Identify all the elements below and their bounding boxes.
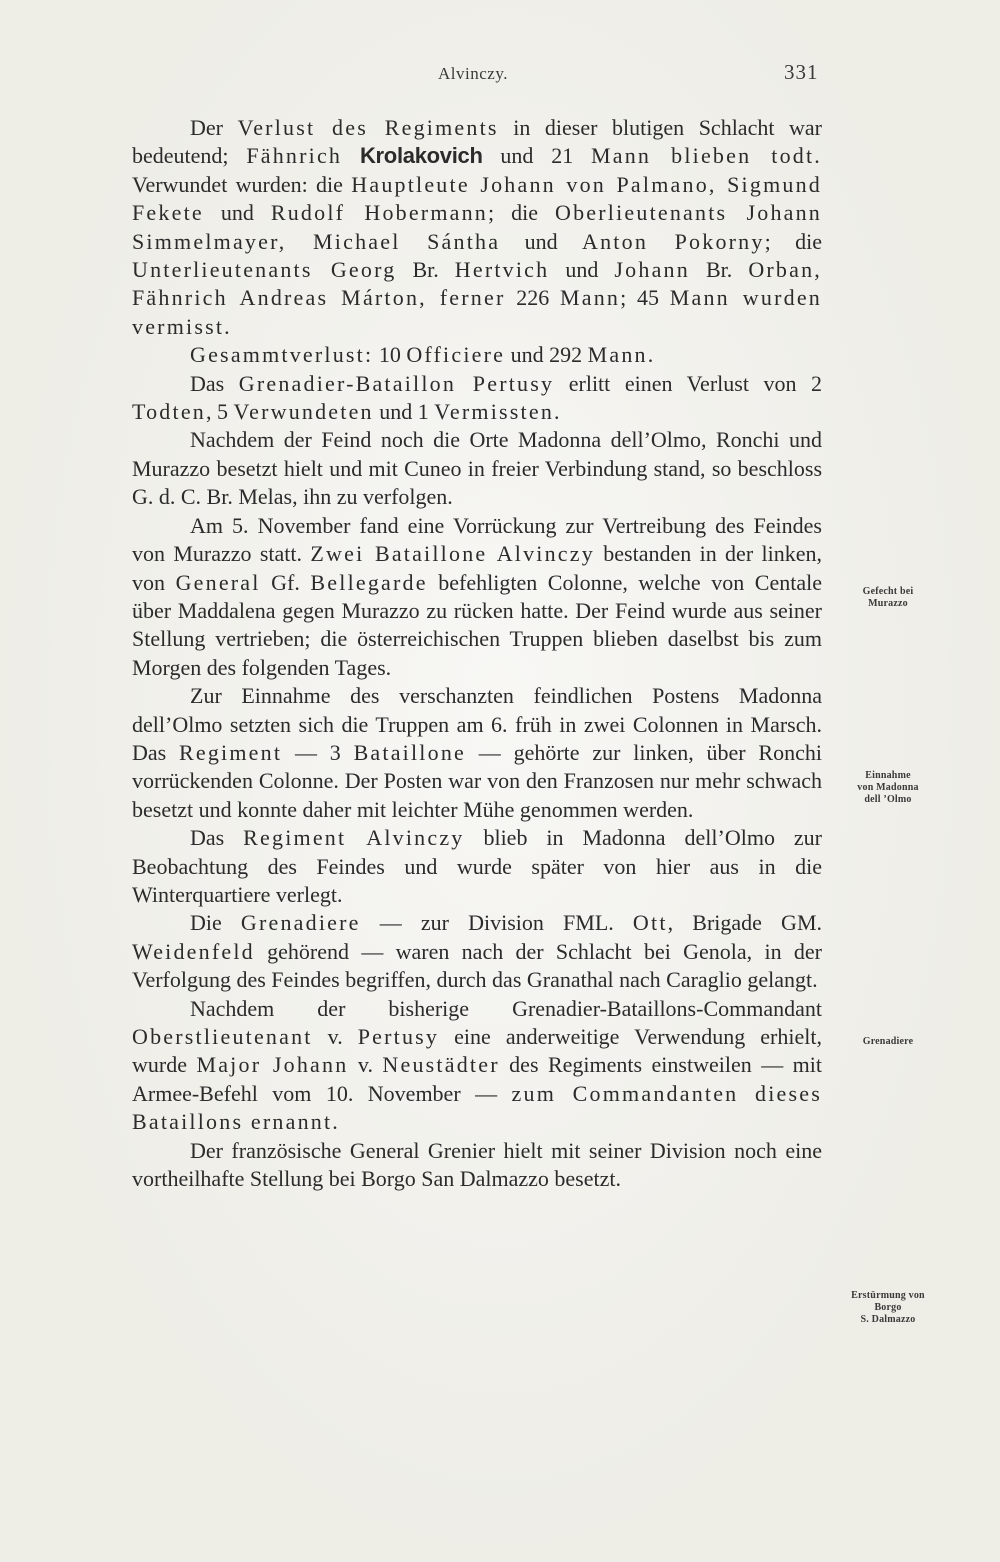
text-segment: gehörend — waren nach der Schlacht bei Genola, in der Verfolgung des Feindes begriffen, durch das Granathal nach Caraglio gelangt. xyxy=(132,938,822,993)
text-segment: des Regiments einstweilen — mit Armee-Befehl vom 10. November — xyxy=(132,1052,822,1106)
margin-note-line: dell ’Olmo xyxy=(864,794,912,805)
text-segment-spaced: Zwei Bataillone Alvinczy xyxy=(310,541,595,567)
text-segment: Br. xyxy=(689,257,749,283)
text-segment-spaced: Regiment xyxy=(179,739,283,765)
text-segment: 10 xyxy=(373,342,407,368)
text-segment: — 3 xyxy=(282,739,354,765)
text-segment: — gehörte zur linken, über Ronchi vorrückenden Colonne. Der Posten war von den Franzosen nur mehr schwach besetzt und konnte daher mit leichter Mühe genommen werden. xyxy=(132,739,822,822)
text-segment: Der xyxy=(190,115,238,140)
text-segment: Verwundet wurden: die xyxy=(132,171,352,197)
text-segment-spaced: Mann wurden vermisst. xyxy=(132,285,822,339)
text-segment-spaced: Oberlieutenants Johann Simmelmayer, Michael Sántha xyxy=(132,200,823,254)
text-segment: und xyxy=(203,200,271,226)
text-segment: und 292 xyxy=(505,342,588,368)
text-segment: 226 xyxy=(505,285,560,311)
margin-note-line: Einnahme xyxy=(865,770,911,781)
text-segment-spaced: Weidenfeld xyxy=(132,938,255,964)
text-segment-spaced: Todten xyxy=(132,399,206,425)
text-segment-spaced: Anton Pokorny xyxy=(582,228,765,254)
text-segment: erlitt einen Verlust von 2 xyxy=(554,370,823,396)
text-segment: , 5 xyxy=(205,399,234,425)
text-segment-spaced: Mann xyxy=(559,285,621,311)
text-segment-spaced: Ott xyxy=(632,910,668,936)
text-segment-spaced: Bellegarde xyxy=(310,569,428,595)
text-segment-spaced: Grenadiere xyxy=(240,910,361,936)
text-segment: und 21 xyxy=(482,143,591,169)
margin-note-line: Erstürmung von xyxy=(851,1290,925,1301)
text-segment-spaced: Fähnrich xyxy=(246,143,343,169)
text-segment: und xyxy=(549,257,615,283)
text-segment: und xyxy=(500,228,583,254)
body-text xyxy=(132,114,822,1193)
text-segment-spaced: Neustädter xyxy=(382,1052,500,1078)
margin-note-line: Murazzo xyxy=(868,598,908,609)
text-segment-spaced: Officiere xyxy=(406,342,506,368)
paragraph-murazzo xyxy=(132,512,822,682)
page-number: 331 xyxy=(784,60,819,84)
text-segment: ; die xyxy=(488,200,555,226)
text-segment-spaced: Mann. xyxy=(587,342,656,368)
text-segment-spaced: Major Johann xyxy=(196,1052,349,1078)
text-segment: v. xyxy=(312,1024,358,1049)
text-segment-spaced: General xyxy=(175,569,261,595)
paragraph-winter-quarters xyxy=(132,824,822,909)
margin-note-murazzo xyxy=(834,586,942,610)
text-segment: ; die xyxy=(764,228,822,254)
text-segment: Das xyxy=(190,825,244,851)
text-segment-spaced: zum Commandanten dieses Bataillons ernannt. xyxy=(132,1080,822,1135)
text-segment: v. xyxy=(348,1052,383,1078)
text-segment: bestanden in der linken, von xyxy=(132,541,822,595)
text-segment-spaced: Regiment Alvinczy xyxy=(243,825,465,851)
text-segment-spaced: Orban, Fähnrich Andreas Márton, ferner xyxy=(132,257,822,311)
text-segment: blieb in Madonna dell’Olmo zur Beobachtung des Feindes und wurde später von hier aus in die Winterquartiere verlegt. xyxy=(132,825,822,907)
margin-note-madonna xyxy=(834,770,942,806)
margin-note-line: Gefecht bei xyxy=(862,586,914,597)
text-segment: Nachdem der bisherige Grenadier-Bataillons-Commandant xyxy=(190,995,822,1021)
margin-note-line: S. Dalmazzo xyxy=(860,1314,916,1325)
text-segment-spaced: Bataillone xyxy=(353,739,466,765)
text-segment: — zur Division FML. xyxy=(360,910,633,936)
paragraph-commandant xyxy=(132,995,822,1137)
paragraph-grenadiere xyxy=(132,909,822,994)
bold-name: Krolakovich xyxy=(359,143,483,169)
margin-note-line: von Madonna xyxy=(857,782,919,793)
text-segment-spaced: Johann xyxy=(614,257,690,283)
text-segment: Gf. xyxy=(260,569,311,595)
text-segment: befehligten Colonne, welche von Centale über Maddalena gegen Murazzo zu rücken hatte. Der Feind wurde aus seiner Stellung vertrieben; die österreichischen Truppen blieben daselbst bis zum Morgen des folgenden Tages. xyxy=(132,569,822,680)
text-segment: eine anderweitige Verwendung erhielt, wurde xyxy=(132,1024,822,1078)
margin-note-grenadiere xyxy=(834,1036,942,1048)
margin-note-line: Borgo xyxy=(874,1302,902,1313)
paragraph-total-losses xyxy=(132,341,822,369)
text-segment: Das xyxy=(190,370,239,396)
running-title: Alvinczy. xyxy=(438,64,508,83)
text-segment: Zur Einnahme des verschanzten feindlichen Postens Madonna dell’Olmo setzten sich die Truppen am 6. früh in zwei Colonnen in Marsch. Das xyxy=(132,683,822,765)
text-segment-spaced: Gesammtverlust: xyxy=(190,342,374,368)
text-segment-spaced: Hertvich xyxy=(454,257,550,283)
text-segment-spaced: Verwundeten xyxy=(233,399,374,425)
text-segment: Am 5. November fand eine Vorrückung zur Vertreibung des Feindes von Murazzo statt. xyxy=(132,512,822,567)
margin-note-borgo xyxy=(834,1290,942,1326)
paragraph-madonna xyxy=(132,682,822,824)
text-segment-spaced: Hauptleute Johann von Palmano, Sigmund Fekete xyxy=(132,171,822,226)
text-segment-spaced: Mann blieben todt. xyxy=(591,143,823,169)
paragraph-regiment-losses xyxy=(132,114,822,341)
text-segment-spaced: Verlust des Regiments xyxy=(237,115,499,140)
page-header xyxy=(0,60,1000,90)
text-segment-spaced: Unterlieutenants Georg xyxy=(132,257,397,283)
text-segment-spaced: Vermissten. xyxy=(434,399,562,425)
text-segment-spaced: Oberstlieutenant xyxy=(132,1024,313,1049)
paragraph-grenadier-losses xyxy=(132,370,822,427)
text-segment-spaced: Rudolf Hobermann xyxy=(270,200,489,226)
text-segment: , Brigade GM. xyxy=(667,910,823,936)
text-segment: in dieser blutigen Schlacht war bedeutend; xyxy=(132,115,822,169)
text-segment-spaced: Pertusy xyxy=(357,1024,440,1049)
text-segment: Br. xyxy=(396,257,455,283)
margin-note-line: Grenadiere xyxy=(862,1036,914,1047)
text-segment: Die xyxy=(190,910,241,936)
text-segment: ; 45 xyxy=(620,285,670,311)
text-segment-spaced: Grenadier-Bataillon Pertusy xyxy=(238,370,555,396)
paragraph-pursuit: Nachdem der Feind noch die Orte Madonna dell’Olmo, Ronchi und Murazzo besetzt hielt und mit Cuneo in freier Verbindung stand, so beschloss G. d. C. Br. Melas, ihn zu verfolgen. xyxy=(132,427,822,510)
text-segment: und 1 xyxy=(373,399,435,425)
paragraph-grenier: Der französische General Grenier hielt mit seiner Division noch eine vortheilhafte Stellung bei Borgo San Dalmazzo besetzt. xyxy=(132,1137,822,1192)
